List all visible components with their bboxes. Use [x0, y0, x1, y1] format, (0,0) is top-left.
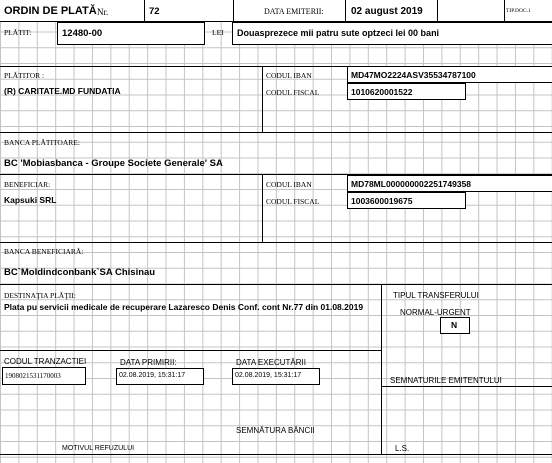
- divider: [0, 350, 381, 351]
- amount-value: 12480-00: [62, 28, 103, 39]
- bank-signature-label: SEMNĂTURA BĂNCII: [236, 426, 315, 435]
- beneficiary-bank-name: BC`Moldindconbank`SA Chisinau: [4, 267, 156, 278]
- transaction-code-label: CODUL TRANZACTIEI: [4, 357, 87, 366]
- payer-label: PLĂTITOR :: [4, 71, 45, 80]
- number-label: Nr.: [97, 7, 109, 17]
- issue-date-label: DATA EMITERII:: [264, 7, 324, 16]
- payer-fiscal-label: CODUL FISCAL: [266, 88, 320, 97]
- divider: [0, 132, 552, 133]
- amount-in-words: Douasprezece mii patru sute optzeci lei 00 bani: [237, 28, 440, 38]
- beneficiary-iban: MD78ML000000002251749358: [351, 179, 472, 189]
- payer-bank-name: BC 'Mobiasbanca - Groupe Societe Generale' SA: [4, 158, 223, 169]
- payment-purpose: Plata pu servicii medicale de recuperare Lazaresco Denis Conf. cont Nr.77 din 01.08.2019: [4, 302, 364, 312]
- divider: [0, 454, 552, 455]
- executed-date-label: DATA EXECUTĂRII: [236, 358, 306, 367]
- payer-iban: MD47MO2224ASV35534787100: [351, 70, 476, 80]
- payer-bank-label: BANCA PLĂTITOARE:: [4, 138, 80, 147]
- executed-date: 02.08.2019, 15:31:17: [235, 372, 302, 379]
- beneficiary-label: BENEFICIAR:: [4, 180, 51, 189]
- divider: [262, 174, 263, 242]
- beneficiary-fiscal-label: CODUL FISCAL: [266, 197, 320, 206]
- divider: [0, 242, 552, 243]
- divider: [381, 386, 552, 387]
- document-title: ORDIN DE PLATĂ: [4, 5, 97, 17]
- divider: [233, 0, 234, 22]
- received-date-label: DATA PRIMIRII:: [120, 358, 177, 367]
- divider: [144, 0, 145, 22]
- doc-type: TIP.DOC.1: [506, 8, 531, 14]
- transfer-mode: NORMAL-URGENT: [400, 308, 471, 317]
- divider: [345, 0, 346, 22]
- beneficiary-fiscal-code: 1003600019675: [351, 196, 413, 206]
- transaction-code: 1908021531170003: [5, 372, 61, 380]
- payer-fiscal-code: 1010620001522: [351, 87, 413, 97]
- divider: [0, 284, 552, 285]
- document-number: 72: [149, 6, 160, 17]
- beneficiary-iban-label: CODUL IBAN: [266, 180, 312, 189]
- received-date: 02.08.2019, 15:31:17: [119, 372, 186, 379]
- refusal-reason-label: MOTIVUL REFUZULUI: [62, 445, 135, 452]
- payer-name: (R) CARITATE.MD FUNDATIA: [4, 86, 121, 96]
- beneficiary-bank-label: BANCA BENEFICIARĂ:: [4, 247, 84, 256]
- divider: [437, 0, 438, 22]
- beneficiary-name: Kapsuki SRL: [4, 195, 57, 205]
- payer-iban-label: CODUL IBAN: [266, 71, 312, 80]
- issuer-signature-label: SEMNATURILE EMITENTULUI: [390, 376, 502, 385]
- amount-label: PLĂTIT:: [4, 28, 32, 37]
- divider: [262, 66, 263, 132]
- currency-label: LEI: [212, 28, 224, 37]
- transfer-type-label: TIPUL TRANSFERULUI: [393, 291, 479, 300]
- seal-label: L.S.: [395, 444, 410, 453]
- issue-date: 02 august 2019: [351, 6, 423, 17]
- divider: [381, 284, 382, 454]
- transfer-type-value: N: [451, 320, 458, 330]
- destination-label: DESTINAŢIA PLĂŢII:: [4, 291, 76, 300]
